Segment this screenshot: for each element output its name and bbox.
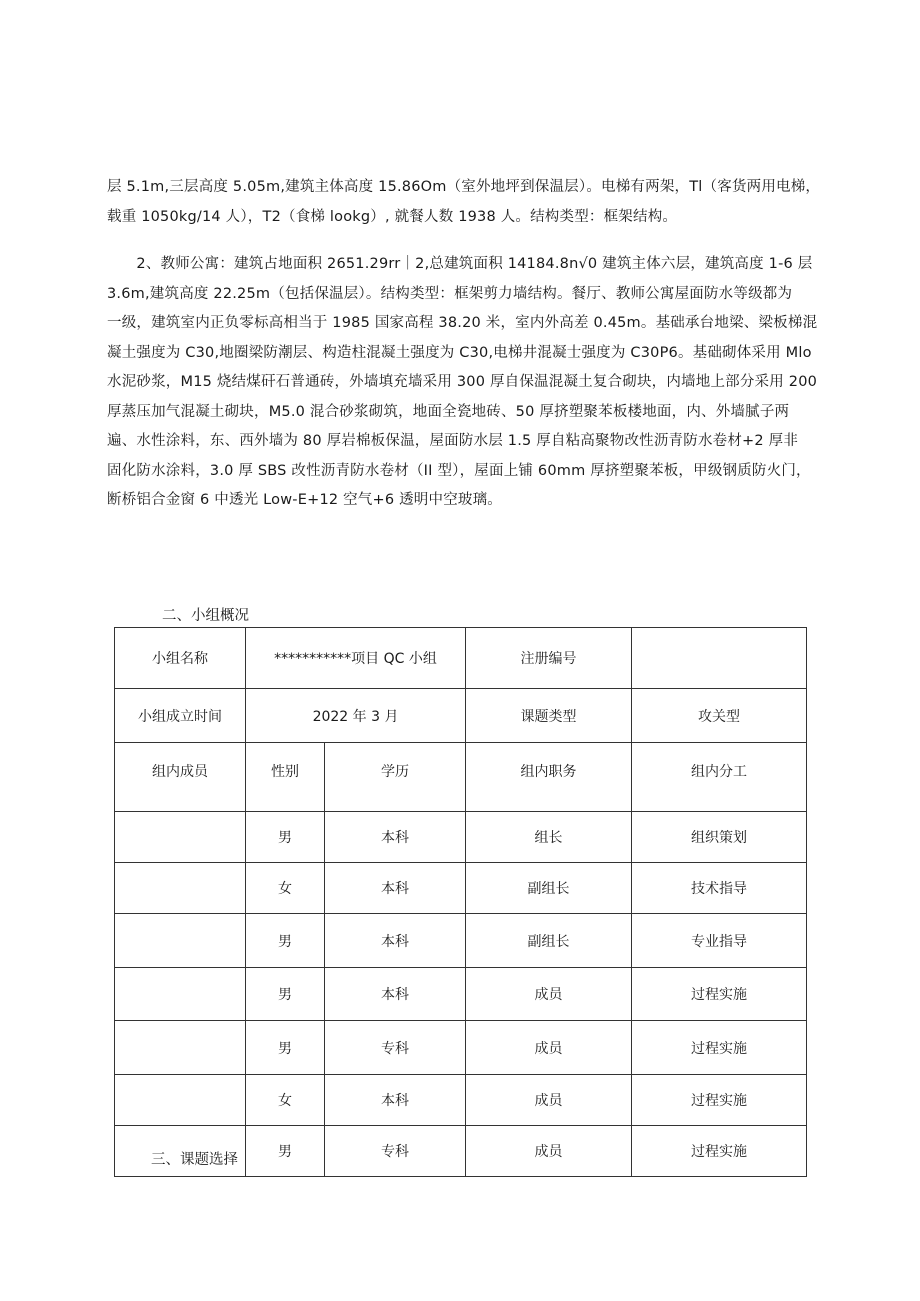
member-name	[115, 914, 246, 968]
members-header: 组内成员	[115, 743, 246, 812]
member-education: 本科	[325, 914, 466, 968]
member-gender: 男	[246, 1021, 325, 1075]
member-gender: 男	[246, 968, 325, 1021]
member-position: 成员	[466, 1075, 632, 1126]
member-division: 过程实施	[632, 1021, 807, 1075]
division-header: 组内分工	[632, 743, 807, 812]
section-heading-group-overview: 二、小组概况	[162, 608, 249, 624]
member-division: 过程实施	[632, 1075, 807, 1126]
registration-number-label: 注册编号	[466, 628, 632, 689]
member-position: 副组长	[466, 914, 632, 968]
member-position: 成员	[466, 1021, 632, 1075]
text-line: 断桥铝合金窗 6 中透光 Low-E+12 空气+6 透明中空玻璃。	[107, 492, 502, 508]
member-gender: 男	[246, 914, 325, 968]
member-education: 本科	[325, 1075, 466, 1126]
text-line: 载重 1050kg/14 人），T2（食梯 lookg）, 就餐人数 1938 人。结构类型：框架结构。	[107, 208, 678, 225]
group-overview-table	[114, 627, 807, 1177]
member-division: 技术指导	[632, 863, 807, 914]
member-education: 本科	[325, 968, 466, 1021]
member-gender: 男	[246, 1126, 325, 1177]
text-line: 3.6m,建筑高度 22.25m（包括保温层）。结构类型：框架剪力墙结构。餐厅、教师公寓屋面防水等级都为	[107, 285, 793, 302]
table-row	[115, 689, 807, 743]
member-position: 副组长	[466, 863, 632, 914]
text-line: 水泥砂浆，M15 烧结煤矸石普通砖，外墙填充墙采用 300 厚自保温混凝土复合砌块，内墙地上部分采用 200	[107, 374, 818, 390]
table-row	[115, 1075, 807, 1126]
established-date-value: 2022 年 3 月	[246, 689, 466, 743]
table-row	[115, 628, 807, 689]
text-line: 层 5.1m,三层高度 5.05m,建筑主体高度 15.86Om（室外地坪到保温层）。电梯有两架，Tl（客货两用电梯，	[107, 179, 821, 195]
member-name	[115, 863, 246, 914]
member-name	[115, 968, 246, 1021]
table-row	[115, 914, 807, 968]
member-position: 组长	[466, 812, 632, 863]
text-line: 固化防水涂料，3.0 厚 SBS 改性沥青防水卷材（II 型），屋面上铺 60mm 厚挤塑聚苯板，甲级钢质防火门，	[107, 462, 811, 479]
member-gender: 女	[246, 863, 325, 914]
text-line: 一级，建筑室内正负零标高相当于 1985 国家高程 38.20 米，室内外高差 0.45m。基础承台地梁、梁板梯混	[107, 315, 818, 331]
member-position: 成员	[466, 968, 632, 1021]
text-line: 凝土强度为 C30,地圈梁防潮层、构造柱混凝土强度为 C30,电梯井混凝士强度为 C30P6。基础砌体采用 Mlo	[107, 344, 812, 361]
group-name-label: 小组名称	[115, 628, 246, 689]
group-name-value: ***********项目 QC 小组	[246, 628, 466, 689]
table-row	[115, 863, 807, 914]
member-division: 组织策划	[632, 812, 807, 863]
topic-type-value: 攻关型	[632, 689, 807, 743]
member-position: 成员	[466, 1126, 632, 1177]
member-education: 专科	[325, 1126, 466, 1177]
section-heading-topic-selection: 三、课题选择	[151, 1152, 238, 1168]
member-education: 本科	[325, 812, 466, 863]
topic-type-label: 课题类型	[466, 689, 632, 743]
member-division: 过程实施	[632, 968, 807, 1021]
member-name	[115, 812, 246, 863]
paragraph-teacher-apartment	[107, 250, 818, 516]
text-line: 厚蒸压加气混凝土砌块，M5.0 混合砂浆砌筑，地面全瓷地砖、50 厚挤塑聚苯板楼地面，内、外墙腻子两	[107, 403, 790, 420]
table-row	[115, 1021, 807, 1075]
table-row	[115, 968, 807, 1021]
education-header: 学历	[325, 743, 466, 812]
member-gender: 男	[246, 812, 325, 863]
position-header: 组内职务	[466, 743, 632, 812]
member-division: 专业指导	[632, 914, 807, 968]
paragraph-cafeteria-continued	[107, 173, 821, 232]
table-row	[115, 812, 807, 863]
text-line: 遍、水性涂料，东、西外墙为 80 厚岩棉板保温，屋面防水层 1.5 厚自粘高聚物改性沥青防水卷材+2 厚非	[107, 433, 799, 449]
member-education: 本科	[325, 863, 466, 914]
member-name	[115, 1021, 246, 1075]
member-division: 过程实施	[632, 1126, 807, 1177]
established-date-label: 小组成立时间	[115, 689, 246, 743]
member-gender: 女	[246, 1075, 325, 1126]
table-header-row	[115, 743, 807, 812]
gender-header: 性别	[246, 743, 325, 812]
member-education: 专科	[325, 1021, 466, 1075]
registration-number-value	[632, 628, 807, 689]
member-name	[115, 1075, 246, 1126]
text-line: 2、教师公寓：建筑占地面积 2651.29rr｜2,总建筑面积 14184.8n√0 建筑主体六层，建筑高度 1-6 层	[107, 256, 813, 272]
